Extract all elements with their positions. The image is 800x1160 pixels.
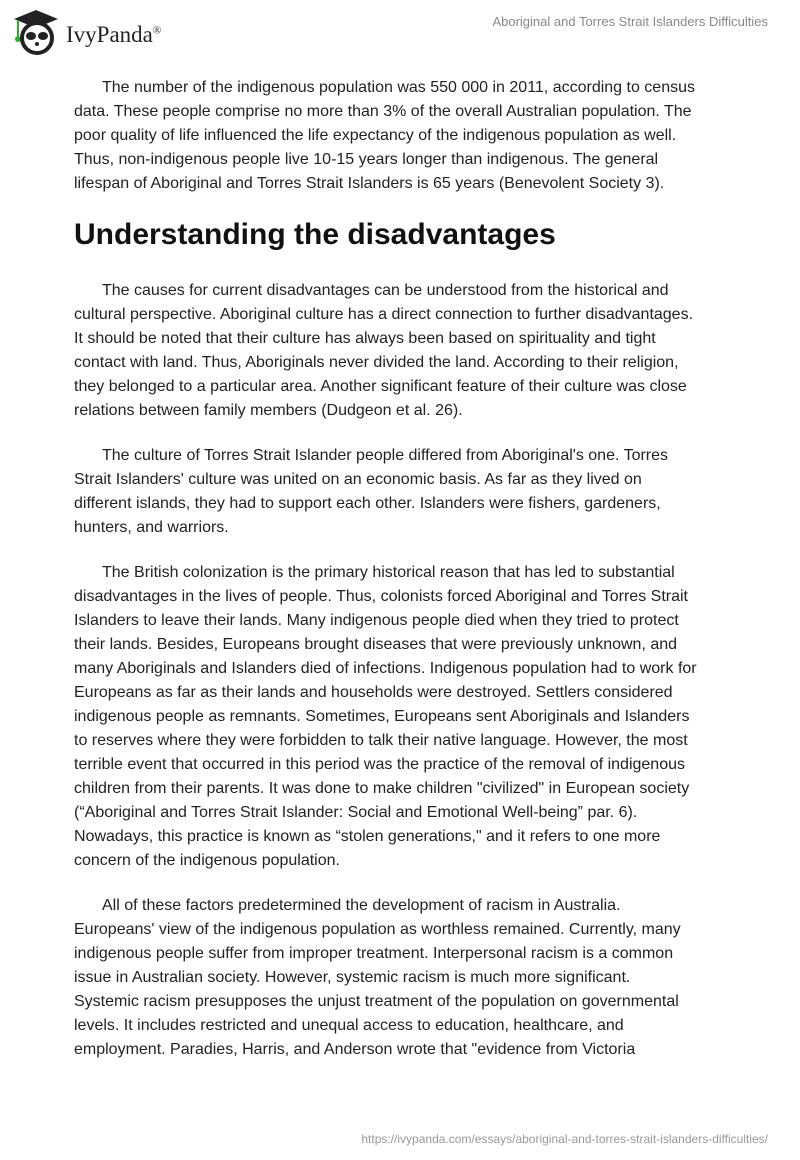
text-line: The causes for current disadvantages can be understood from the historical and: [102, 282, 669, 299]
text-line: cultural perspective. Aboriginal culture has a direct connection to further disadvantages.: [74, 306, 694, 323]
text-line: The number of the indigenous population was 550 000 in 2011, according to census: [102, 79, 695, 96]
logo-text: IvyPanda: [66, 22, 153, 47]
paragraph: [74, 444, 774, 540]
text-line: data. These people comprise no more than 3% of the overall Australian population. The: [74, 103, 692, 120]
panda-graduate-icon: [12, 8, 60, 56]
text-line: hunters, and warriors.: [74, 519, 229, 536]
text-line: The British colonization is the primary historical reason that has led to substantial: [102, 564, 675, 581]
intro-section: [74, 76, 774, 196]
text-line: lifespan of Aboriginal and Torres Strait Islanders is 65 years (Benevolent Society 3).: [74, 175, 665, 192]
text-line: (“Aboriginal and Torres Strait Islander: Social and Emotional Well-being” par. 6).: [74, 804, 638, 821]
text-line: employment. Paradies, Harris, and Anderson wrote that "evidence from Victoria: [74, 1041, 636, 1058]
disadvantages-section: [74, 279, 774, 1062]
paragraph: [74, 894, 774, 1062]
text-line: terrible event that occurred in this period was the practice of the removal of indigenous: [74, 756, 685, 773]
text-line: Thus, non-indigenous people live 10-15 years longer than indigenous. The general: [74, 151, 659, 168]
text-line: children from their parents. It was done to make children "civilized" in European society: [74, 780, 690, 797]
text-line: to reserves where they were forbidden to talk their native language. However, the most: [74, 732, 688, 749]
section-heading: Understanding the disadvantages: [74, 218, 556, 251]
text-line: Strait Islanders' culture was united on an economic basis. As far as they lived on: [74, 471, 642, 488]
text-line: Islanders to leave their lands. Many indigenous people died when they tried to protect: [74, 612, 679, 629]
paragraph: [74, 279, 774, 423]
ivypanda-logo[interactable]: [12, 8, 161, 56]
text-line: All of these factors predetermined the development of racism in Australia.: [102, 897, 621, 914]
text-line: concern of the indigenous population.: [74, 852, 340, 869]
text-line: Europeans as far as their lands and households were destroyed. Settlers considered: [74, 684, 673, 701]
paragraph: [74, 561, 774, 873]
text-line: issue in Australian society. However, systemic racism is much more significant.: [74, 969, 631, 986]
paragraph: [74, 76, 774, 196]
footer-url-link[interactable]: https://ivypanda.com/essays/aboriginal-and-torres-strait-islanders-difficulties/: [361, 1132, 768, 1146]
text-line: poor quality of life influenced the life expectancy of the indigenous population as well.: [74, 127, 677, 144]
text-line: Nowadays, this practice is known as “stolen generations," and it refers to one more: [74, 828, 661, 845]
text-line: indigenous people as remnants. Sometimes, Europeans sent Aboriginals and Islanders: [74, 708, 690, 725]
text-line: different islands, they had to support each other. Islanders were fishers, gardeners,: [74, 495, 661, 512]
text-line: disadvantages in the lives of people. Thus, colonists forced Aboriginal and Torres Strait: [74, 588, 688, 605]
text-line: It should be noted that their culture has always been based on spirituality and tight: [74, 330, 656, 347]
text-line: The culture of Torres Strait Islander people differed from Aboriginal's one. Torres: [102, 447, 669, 464]
text-line: indigenous people suffer from improper treatment. Interpersonal racism is a common: [74, 945, 674, 962]
text-line: many Aboriginals and Islanders died of infections. Indigenous population had to work for: [74, 660, 697, 677]
text-line: relations between family members (Dudgeon et al. 26).: [74, 402, 463, 419]
text-line: Europeans' view of the indigenous population as worthless remained. Currently, many: [74, 921, 681, 938]
document-title: Aboriginal and Torres Strait Islanders Difficulties: [492, 14, 768, 29]
registered-mark: ®: [152, 24, 162, 37]
article-body: [74, 76, 774, 1083]
text-line: levels. It includes restricted and unequal access to education, healthcare, and: [74, 1017, 624, 1034]
text-line: they belonged to a particular area. Another significant feature of their culture was close: [74, 378, 687, 395]
text-line: contact with land. Thus, Aboriginals never divided the land. According to their religion,: [74, 354, 679, 371]
text-line: their lands. Besides, Europeans brought diseases that were previously unknown, and: [74, 636, 678, 653]
text-line: Systemic racism presupposes the unjust treatment of the population on governmental: [74, 993, 679, 1010]
